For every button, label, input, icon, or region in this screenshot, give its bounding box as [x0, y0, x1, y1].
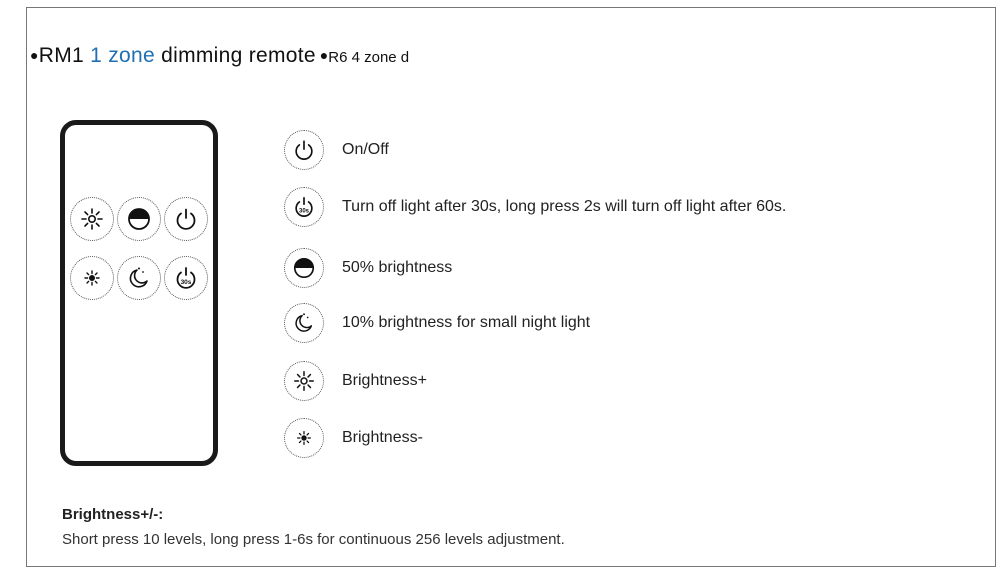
sun-small-icon — [81, 267, 103, 289]
timer-power-icon — [173, 265, 199, 291]
legend-item-power — [284, 130, 389, 170]
legend-item-brightness-up — [284, 361, 427, 401]
sun-small-icon — [294, 428, 314, 448]
legend-item-brightness-down — [284, 418, 423, 458]
legend-night-button — [284, 303, 324, 343]
legend-timer-button — [284, 187, 324, 227]
power-icon — [292, 138, 316, 162]
remote-night-light-button[interactable] — [117, 256, 161, 300]
legend-label: 50% brightness — [342, 259, 453, 276]
title-product: dimming remote — [155, 44, 316, 67]
moon-icon — [126, 265, 152, 291]
legend-label: Brightness- — [342, 429, 423, 446]
legend-label: 10% brightness for small night light — [342, 314, 591, 331]
moon-icon — [292, 311, 316, 335]
legend-item-night — [284, 303, 590, 343]
timer-badge: 30s — [298, 208, 310, 215]
legend-brightness-up-button — [284, 361, 324, 401]
legend-label: On/Off — [342, 141, 389, 158]
legend-label: Turn off light after 30s, long press 2s will turn off light after 60s. — [342, 198, 787, 215]
legend-power-button — [284, 130, 324, 170]
legend-item-timer — [284, 187, 786, 227]
sun-large-icon — [79, 206, 105, 232]
timer-power-icon — [292, 195, 316, 219]
legend-brightness-down-button — [284, 418, 324, 458]
bullet-icon: ● — [30, 47, 39, 63]
remote-half-brightness-button[interactable] — [117, 197, 161, 241]
title-overflow: R6 4 zone d — [328, 49, 410, 66]
sun-large-icon — [292, 369, 316, 393]
title-zone: 1 zone — [90, 44, 155, 67]
power-icon — [173, 206, 199, 232]
remote-timer-off-button[interactable] — [164, 256, 208, 300]
remote-brightness-down-button[interactable] — [70, 256, 114, 300]
legend-half-button — [284, 248, 324, 288]
timer-badge: 30s — [180, 279, 192, 286]
note-text: Short press 10 levels, long press 1-6s for continuous 256 levels adjustment. — [62, 531, 565, 548]
bullet-icon: ● — [315, 47, 329, 63]
remote-brightness-up-button[interactable] — [70, 197, 114, 241]
half-circle-icon — [292, 256, 316, 280]
legend-item-half — [284, 248, 452, 288]
legend-label: Brightness+ — [342, 372, 427, 389]
page-title — [30, 44, 409, 68]
remote-power-button[interactable] — [164, 197, 208, 241]
title-model: RM1 — [38, 44, 91, 67]
note-heading: Brightness+/-: — [62, 506, 164, 523]
half-circle-icon — [126, 206, 152, 232]
